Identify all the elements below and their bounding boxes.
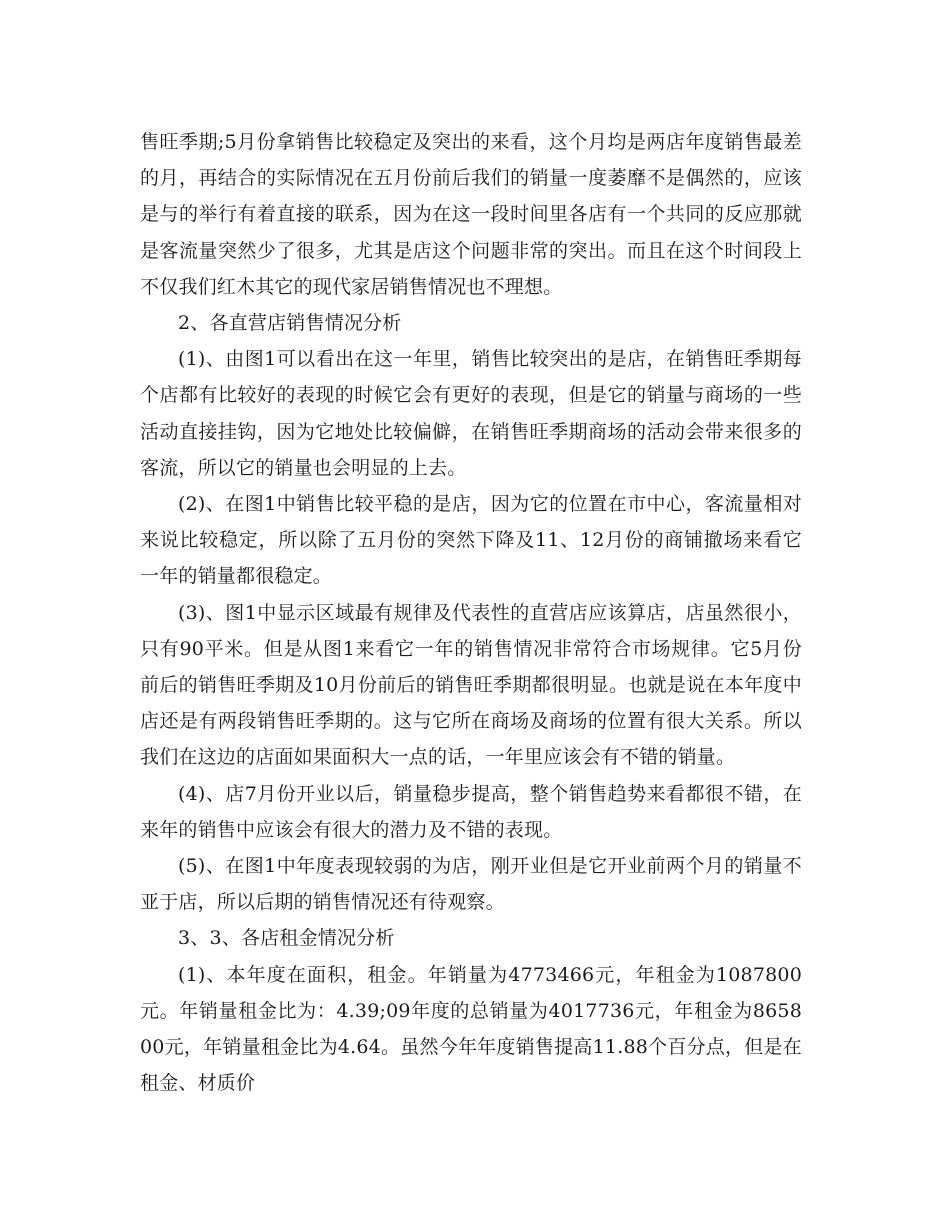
paragraph-intro: 售旺季期;5月份拿销售比较稳定及突出的来看，这个月均是两店年度销售最差的月，再结合的实际情况在五月份前后我们的销量一度萎靡不是偶然的，应该是与的举行有着直接的联系，因为在这一段时间里各店有一个共同的反应那就是客流量突然少了很多，尤其是店这个问题非常的突出。而且在这个时间段上不仅我们红木其它的现代家居销售情况也不理想。 (140, 131, 802, 298)
section-heading-store-sales: 2、各直营店销售情况分析 (178, 312, 402, 335)
paragraph-item-1: (1)、由图1可以看出在这一年里，销售比较突出的是店，在销售旺季期每个店都有比较好的表现的时候它会有更好的表现，但是它的销量与商场的一些活动直接挂钩，因为它地处比较偏僻，在销售旺季期商场的活动会带来很多的客流，所以它的销量也会明显的上去。 (140, 348, 802, 479)
paragraph-rent-1: (1)、本年度在面积，租金。年销量为4773466元，年租金为1087800元。年销量租金比为：4.39;09年度的总销量为4017736元，年租金为865800元，年销量租金比为4.64。虽然今年年度销售提高11.88个百分点，但是在租金、材质价 (140, 963, 802, 1095)
paragraph-item-5: (5)、在图1中年度表现较弱的为店，刚开业但是它开业前两个月的销量不亚于店，所以后期的销售情况还有待观察。 (140, 855, 802, 914)
section-heading-rent: 3、3、各店租金情况分析 (178, 927, 395, 950)
paragraph-item-3: (3)、图1中显示区域最有规律及代表性的直营店应该算店，店虽然很小，只有90平米。但是从图1来看它一年的销售情况非常符合市场规律。它5月份前后的销售旺季期及10月份前后的销售旺季期都很明显。也就是说在本年度中店还是有两段销售旺季期的。这与它所在商场及商场的位置有很大关系。所以我们在这边的店面如果面积大一点的话，一年里应该会有不错的销量。 (140, 601, 802, 769)
paragraph-item-2: (2)、在图1中销售比较平稳的是店，因为它的位置在市中心，客流量相对来说比较稳定，所以除了五月份的突然下降及11、12月份的商铺撤场来看它一年的销量都很稳定。 (140, 493, 802, 588)
document-page (140, 124, 802, 1101)
paragraph-item-4: (4)、店7月份开业以后，销量稳步提高，整个销售趋势来看都很不错，在来年的销售中应该会有很大的潜力及不错的表现。 (140, 782, 802, 841)
